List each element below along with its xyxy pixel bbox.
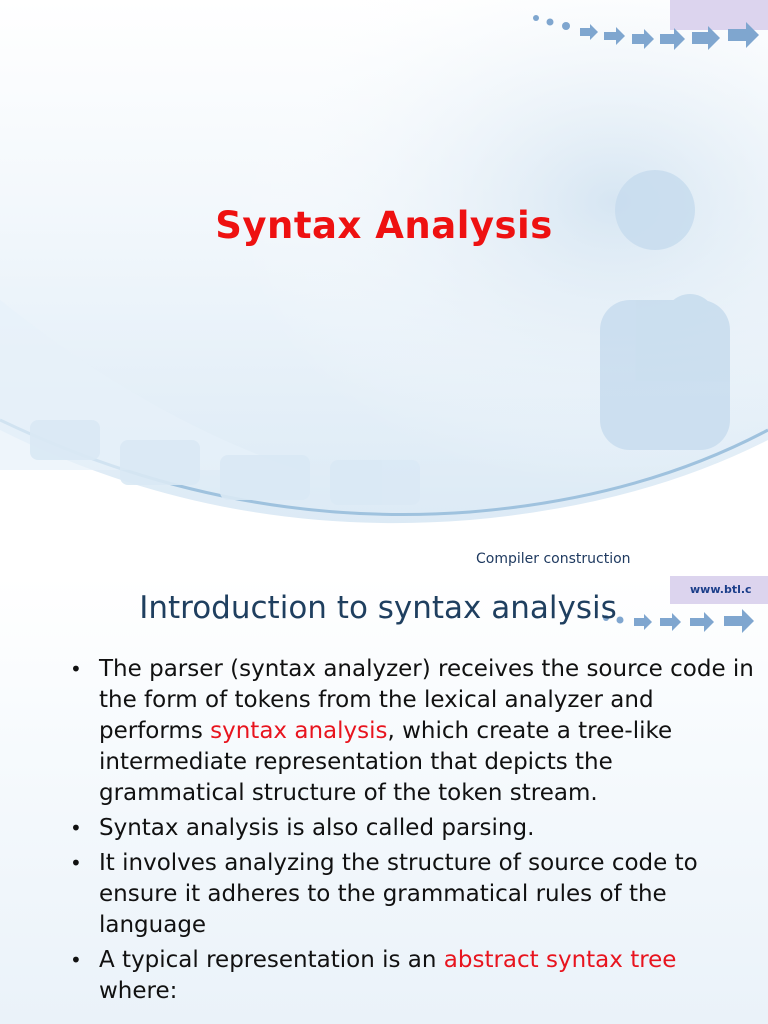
bullet-icon: • (70, 948, 82, 972)
bullet-icon: • (70, 657, 82, 681)
bullet-icon: • (70, 851, 82, 875)
list-item (70, 813, 760, 844)
list-item (70, 654, 760, 809)
bullet-text: The parser (syntax analyzer) receives the source code in the form of tokens from the lexical analyzer and performs (99, 656, 754, 744)
list-item (70, 945, 760, 1007)
url-badge: www.btl.c (670, 576, 768, 604)
arrow-decoration-row (530, 12, 768, 58)
bullet-icon: • (70, 816, 82, 840)
slide-title: Syntax Analysis (215, 204, 553, 247)
bullet-text: A typical representation is an (99, 947, 444, 973)
bullet-text: Syntax analysis is also called parsing. (99, 815, 535, 841)
bullet-highlight: syntax analysis (210, 718, 388, 744)
content-slide (0, 576, 768, 1024)
slide-footer: Compiler construction (476, 551, 631, 567)
bullet-text: It involves analyzing the structure of source code to ensure it adheres to the grammatical rules of the language (99, 850, 698, 938)
slide-heading: Introduction to syntax analysis (139, 590, 617, 626)
bullet-highlight: abstract syntax tree (443, 947, 677, 973)
bullet-list (70, 654, 760, 1011)
list-item (70, 848, 760, 941)
bullet-text: , which create a tree-like intermediate representation that depicts the grammatical structure of the token stream. (99, 718, 673, 806)
bullet-text: where: (99, 978, 178, 1004)
